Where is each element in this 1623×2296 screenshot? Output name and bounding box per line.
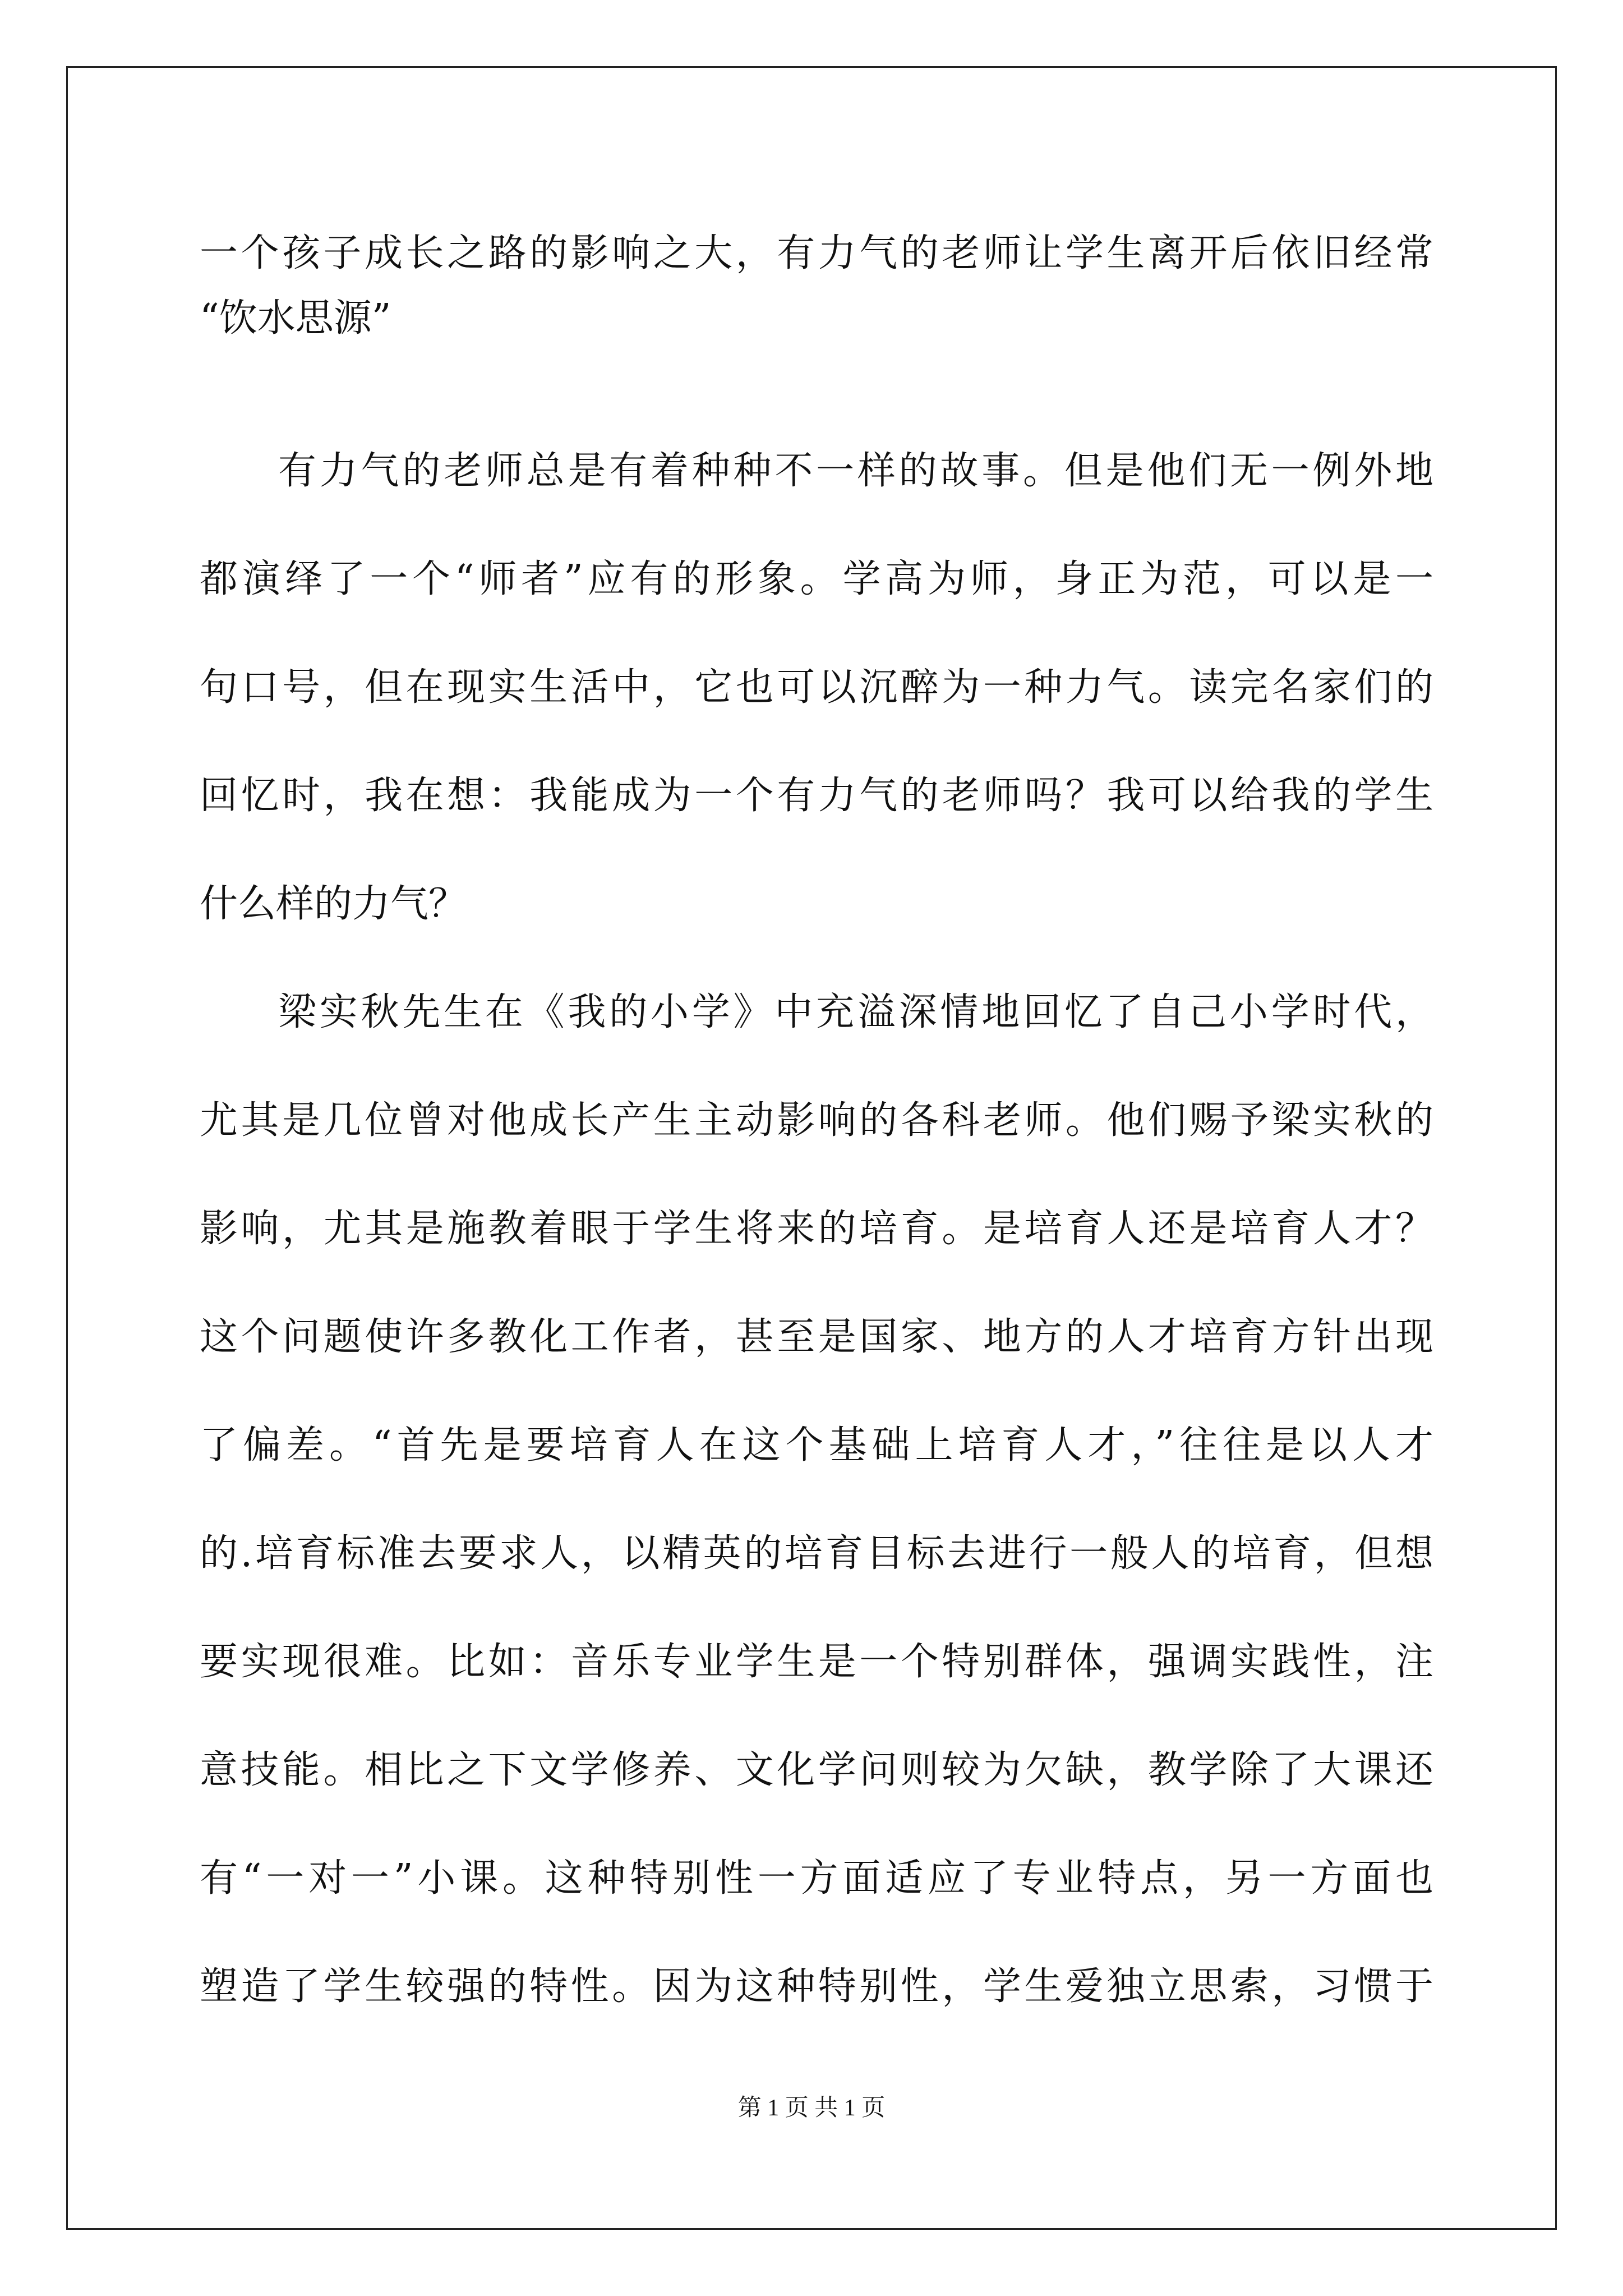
text-line: 回忆时，我在想：我能成为一个有力气的老师吗？我可以给我的学生	[200, 774, 1433, 818]
text-line: 句口号，但在现实生活中，它也可以沉醉为一种力气。读完名家们的	[200, 665, 1433, 710]
text-line: 尤其是几位曾对他成长产生主动影响的各科老师。他们赐予梁实秋的	[200, 1098, 1433, 1143]
text-line: 有力气的老师总是有着种种不一样的故事。但是他们无一例外地	[278, 449, 1433, 493]
text-line: 影响，尤其是施教着眼于学生将来的培育。是培育人还是培育人才？	[200, 1207, 1433, 1251]
text-line: 有“一对一”小课。这种特别性一方面适应了专业特点，另一方面也	[200, 1856, 1433, 1901]
text-line: 都演绎了一个“师者”应有的形象。学高为师，身正为范，可以是一	[200, 557, 1433, 601]
text-line: “饮水思源”	[200, 296, 391, 341]
text-line: 一个孩子成长之路的影响之大，有力气的老师让学生离开后依旧经常	[200, 231, 1433, 275]
text-line: 了偏差。“首先是要培育人在这个基础上培育人才，”往往是以人才	[200, 1423, 1433, 1467]
text-line: 意技能。相比之下文学修养、文化学问则较为欠缺，教学除了大课还	[200, 1748, 1433, 1792]
text-line: 梁实秋先生在《我的小学》中充溢深情地回忆了自己小学时代，	[278, 990, 1433, 1034]
text-line: 的.培育标准去要求人，以精英的培育目标去进行一般人的培育，但想	[200, 1531, 1433, 1576]
text-line: 要实现很难。比如：音乐专业学生是一个特别群体，强调实践性，注	[200, 1640, 1433, 1684]
text-line: 这个问题使许多教化工作者，甚至是国家、地方的人才培育方针出现	[200, 1315, 1433, 1359]
text-line: 什么样的力气？	[200, 882, 467, 926]
page-border	[66, 66, 1557, 2230]
text-line: 塑造了学生较强的特性。因为这种特别性，学生爱独立思索，习惯于	[200, 1964, 1433, 2009]
page-footer: 第 1 页 共 1 页	[737, 2095, 886, 2121]
